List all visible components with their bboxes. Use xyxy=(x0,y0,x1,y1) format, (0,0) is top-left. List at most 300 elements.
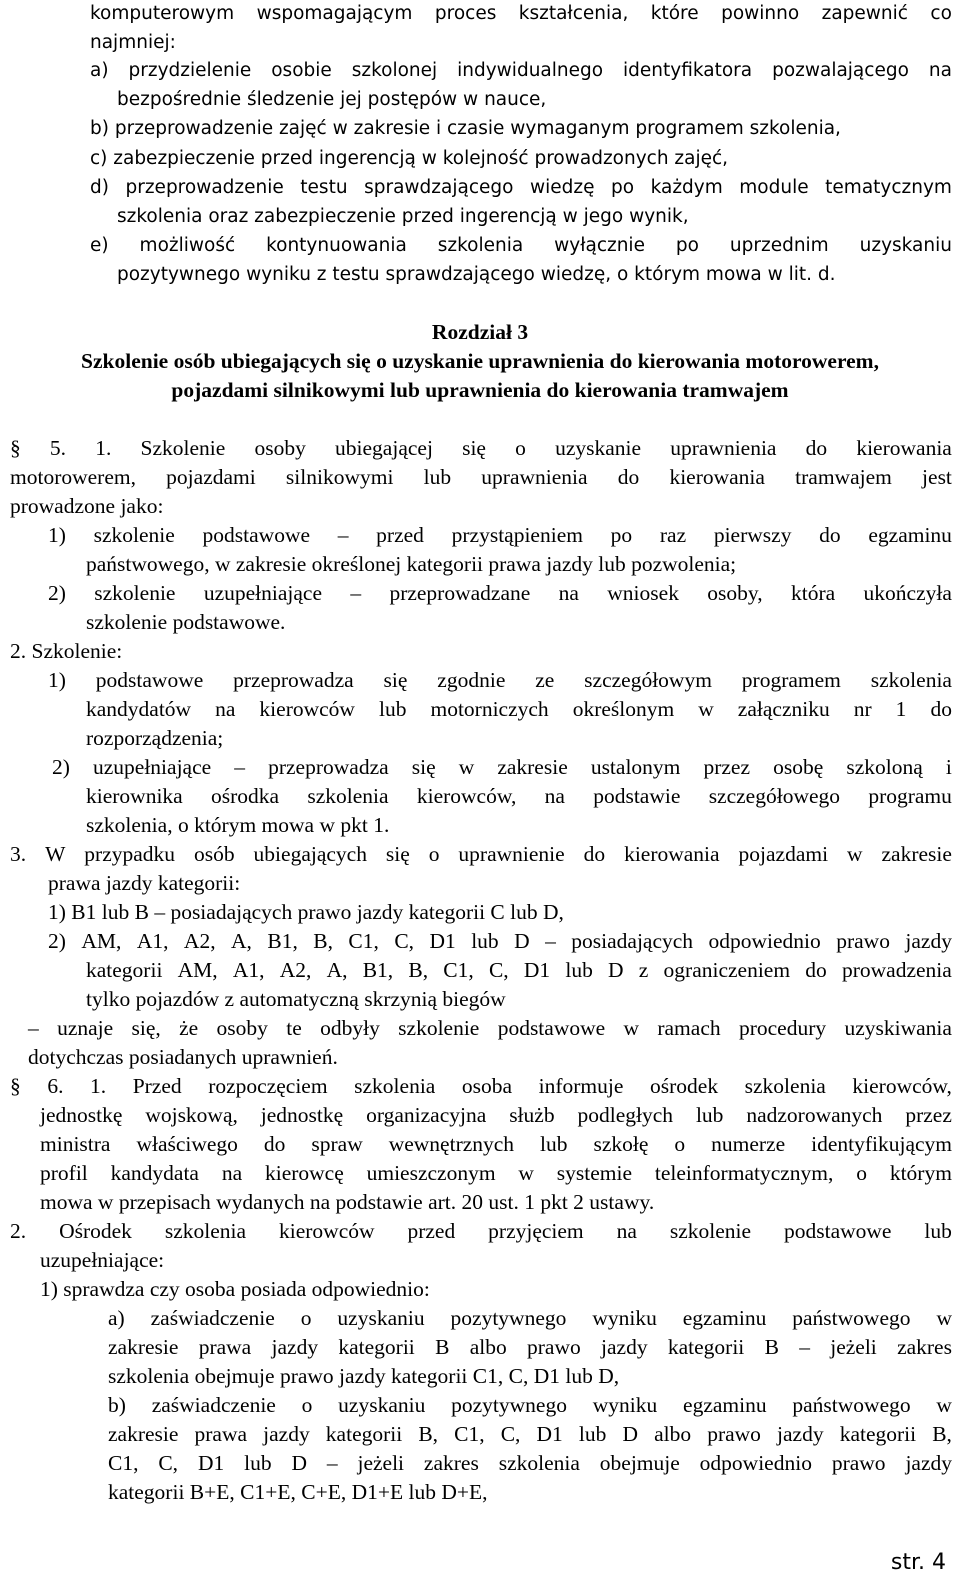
word: osoba xyxy=(461,1074,513,1098)
word: przyjęciem xyxy=(488,1219,584,1243)
word: uprawnienia xyxy=(670,436,777,460)
word: kategorii xyxy=(667,1335,745,1359)
word: uzyskaniu xyxy=(859,235,952,256)
word: 1 xyxy=(895,697,907,721)
word: 6. xyxy=(47,1074,64,1098)
word: 5. xyxy=(49,436,67,460)
word: szkolenia xyxy=(164,1219,247,1243)
word: D xyxy=(291,1451,307,1475)
word: szkolonej xyxy=(351,60,438,81)
word: lub xyxy=(378,697,407,721)
word: kierowców, xyxy=(852,1074,952,1098)
word: podległych xyxy=(577,1103,674,1127)
word: lub xyxy=(578,1422,607,1446)
text-line xyxy=(10,463,952,491)
word: przed xyxy=(376,523,424,547)
word: jazdy xyxy=(263,1422,310,1446)
word: § xyxy=(10,1074,21,1098)
point-2 xyxy=(48,927,952,955)
word: C1, xyxy=(454,1422,485,1446)
text-line: bezpośrednie śledzenie jej postępów w nauce, xyxy=(117,89,547,110)
list-item-d xyxy=(90,174,952,202)
word: nadzorowanych xyxy=(746,1103,883,1127)
paragraph-6 xyxy=(10,1072,952,1100)
word: C, xyxy=(500,1422,521,1446)
word: 1. xyxy=(95,436,112,460)
word: się xyxy=(411,755,436,779)
text-line: prowadzone jako: xyxy=(10,494,164,518)
word: C, xyxy=(394,929,415,953)
word: ośrodka xyxy=(211,784,280,808)
word: D xyxy=(514,929,530,953)
point-2 xyxy=(52,753,952,781)
word: odbyły xyxy=(320,1016,380,1040)
word: o xyxy=(856,1161,867,1185)
point-1 xyxy=(48,666,952,694)
word: Przed xyxy=(132,1074,182,1098)
word: przystąpieniem xyxy=(451,523,583,547)
word: służb xyxy=(509,1103,555,1127)
word: B, xyxy=(418,1422,439,1446)
word: określonym xyxy=(572,697,675,721)
word: o xyxy=(515,436,526,460)
word: ograniczeniem xyxy=(663,958,791,982)
word: – xyxy=(350,581,362,605)
word: osobie xyxy=(271,60,332,81)
word: szczegółowym xyxy=(584,668,712,692)
text-line xyxy=(28,1014,952,1042)
word: w xyxy=(458,755,475,779)
word: AM, xyxy=(81,929,122,953)
word: ukończyła xyxy=(863,581,952,605)
word: na xyxy=(221,1161,243,1185)
chapter-title: Rozdział 3 xyxy=(431,320,529,344)
text-line xyxy=(108,1449,952,1477)
word: C1, xyxy=(348,929,379,953)
text-line: szkolenie podstawowe. xyxy=(86,610,286,634)
word: kategorii xyxy=(839,1422,917,1446)
word: b) xyxy=(108,1393,126,1417)
point-1 xyxy=(48,521,952,549)
word: kierowcę xyxy=(264,1161,344,1185)
word: D1 xyxy=(523,958,551,982)
word: d) xyxy=(90,177,109,198)
word: o xyxy=(300,1306,312,1330)
text-line: szkolenia oraz zabezpieczenie przed ingerencją w jego wynik, xyxy=(117,206,689,227)
text-line: prawa jazdy kategorii: xyxy=(48,871,241,895)
word: – xyxy=(326,1451,338,1475)
word: po xyxy=(611,177,635,198)
word: ministra xyxy=(40,1132,111,1156)
word: A2, xyxy=(183,929,216,953)
word: na xyxy=(544,784,565,808)
word: e) xyxy=(90,235,109,256)
word: jazdy xyxy=(601,1335,648,1359)
word: C, xyxy=(488,958,509,982)
word: jazdy xyxy=(777,1422,824,1446)
word: D1 xyxy=(536,1422,563,1446)
word: szkoloną xyxy=(846,755,923,779)
word: co xyxy=(930,3,952,24)
word: albo xyxy=(469,1335,507,1359)
word: C1, xyxy=(443,958,474,982)
word: 1. xyxy=(90,1074,107,1098)
word: prawa xyxy=(194,1422,248,1446)
text-line xyxy=(40,1101,952,1129)
word: przeprowadza xyxy=(233,668,354,692)
word: szkołę xyxy=(593,1132,649,1156)
word: wojskową, xyxy=(145,1103,238,1127)
word: pojazdami xyxy=(738,842,829,866)
word: o xyxy=(674,1132,686,1156)
word: W xyxy=(45,842,66,866)
word: ośrodek xyxy=(650,1074,719,1098)
word: proces xyxy=(434,3,497,24)
word: się xyxy=(383,668,408,692)
word: do xyxy=(583,842,606,866)
word: numerze xyxy=(711,1132,786,1156)
word: B, xyxy=(932,1422,952,1446)
word: profil xyxy=(40,1161,88,1185)
text-line xyxy=(108,1333,952,1361)
word: organizacyjna xyxy=(366,1103,487,1127)
word: zakres xyxy=(897,1335,952,1359)
word: A1, xyxy=(136,929,169,953)
word: szkolenie xyxy=(398,1016,480,1040)
word: B xyxy=(435,1335,450,1359)
unit-2: 2. Szkolenie: xyxy=(10,639,123,663)
word: do xyxy=(930,697,952,721)
word: A2, xyxy=(279,958,312,982)
text-line: kategorii B+E, C1+E, C+E, D1+E lub D+E, xyxy=(108,1480,488,1504)
point-1: 1) sprawdza czy osoba posiada odpowiednio: xyxy=(40,1277,430,1301)
point-2 xyxy=(48,579,952,607)
word: – xyxy=(337,523,349,547)
text-line: szkolenia, o którym mowa w pkt 1. xyxy=(86,813,390,837)
word: rozpoczęciem xyxy=(208,1074,328,1098)
word: szkolenia xyxy=(307,784,389,808)
word: prowadzenia xyxy=(841,958,952,982)
text-line: tylko pojazdów z automatyczną skrzynią biegów xyxy=(86,987,506,1011)
text-line xyxy=(108,1420,952,1448)
text-line xyxy=(40,1130,952,1158)
word: tramwajem xyxy=(795,465,892,489)
word: spraw xyxy=(311,1132,363,1156)
word: lub xyxy=(423,465,452,489)
word: lub xyxy=(244,1451,272,1475)
word: pozytywnego xyxy=(451,1393,567,1417)
word: C1, xyxy=(108,1451,139,1475)
word: możliwość xyxy=(139,235,236,256)
word: uprzednim xyxy=(729,235,829,256)
word: teleinformatycznym, xyxy=(654,1161,834,1185)
word: przeprowadza xyxy=(268,755,389,779)
word: jednostkę xyxy=(260,1103,344,1127)
word: podstawie xyxy=(593,784,681,808)
text-line xyxy=(86,695,952,723)
word: motorowerem, xyxy=(10,465,136,489)
word: pierwszy xyxy=(713,523,792,547)
word: nr xyxy=(853,697,872,721)
word: po xyxy=(610,523,633,547)
word: w xyxy=(936,1306,952,1330)
word: a) xyxy=(90,60,109,81)
word: się, xyxy=(131,1016,161,1040)
text-line xyxy=(86,782,952,810)
word: A, xyxy=(326,958,348,982)
list-item-c: c) zabezpieczenie przed ingerencją w kolejność prowadzonych zajęć, xyxy=(90,148,729,169)
text-line: szkolenia obejmuje prawo jazdy kategorii C1, C, D1 lub D, xyxy=(108,1364,620,1388)
word: w xyxy=(518,1161,534,1185)
word: uprawnienie xyxy=(458,842,565,866)
word: na xyxy=(616,1219,637,1243)
point-1: 1) B1 lub B – posiadających prawo jazdy kategorii C lub D, xyxy=(48,900,564,924)
text-line: pozytywnego wyniku z testu sprawdzającego wiedzę, o którym mowa w lit. d. xyxy=(117,264,836,285)
word: kierownika xyxy=(86,784,183,808)
word: B1, xyxy=(267,929,298,953)
word: jednostkę xyxy=(40,1103,123,1127)
word: 3. xyxy=(10,842,27,866)
word: szkolenia xyxy=(498,1451,580,1475)
word: szkolenie xyxy=(93,523,175,547)
word: prawo xyxy=(527,1335,581,1359)
list-item-e xyxy=(90,232,952,260)
word: pozytywnego xyxy=(450,1306,567,1330)
text-line: mowa w przepisach wydanych na podstawie art. 20 ust. 1 pkt 2 ustawy. xyxy=(40,1190,655,1214)
word: przez xyxy=(905,1103,952,1127)
word: załączniku xyxy=(737,697,830,721)
word: programem xyxy=(741,668,841,692)
word: ustalonym xyxy=(590,755,681,779)
chapter-subtitle: Szkolenie osób ubiegających się o uzyskanie uprawnienia do kierowania motorowerem, xyxy=(81,349,879,373)
word: jazdy xyxy=(905,1451,952,1475)
word: do xyxy=(805,958,827,982)
word: identyfikującym xyxy=(811,1132,952,1156)
unit-3 xyxy=(10,840,952,868)
word: jest xyxy=(922,465,952,489)
word: ramach xyxy=(657,1016,721,1040)
word: państwowego xyxy=(792,1306,911,1330)
word: w xyxy=(698,697,714,721)
word: lub xyxy=(471,929,499,953)
text-line: państwowego, w zakresie określonej kategorii prawa jazdy lub pozwolenia; xyxy=(86,552,737,576)
word: silnikowymi xyxy=(285,465,394,489)
word: informuje xyxy=(538,1074,624,1098)
word: prawo xyxy=(831,1451,886,1475)
text-line xyxy=(40,1159,952,1187)
word: zakresie xyxy=(108,1335,179,1359)
word: D xyxy=(622,1422,638,1446)
word: te xyxy=(286,1016,302,1040)
word: przed xyxy=(407,1219,456,1243)
word: przypadku xyxy=(84,842,176,866)
word: A, xyxy=(231,929,252,953)
word: powinno xyxy=(721,3,800,24)
word: zaświadczenie xyxy=(151,1393,276,1417)
word: lub xyxy=(540,1132,568,1156)
paragraph-5 xyxy=(10,434,952,462)
word: osoby, xyxy=(707,581,763,605)
letter-a xyxy=(108,1304,952,1332)
word: osoby xyxy=(254,436,306,460)
word: o xyxy=(301,1393,313,1417)
word: wyłącznie xyxy=(554,235,645,256)
word: osoby xyxy=(216,1016,268,1040)
word: szkolenia xyxy=(744,1074,826,1098)
word: B1, xyxy=(362,958,394,982)
word: uzupełniające xyxy=(203,581,322,605)
word: wewnętrznych xyxy=(388,1132,515,1156)
word: kandydatów xyxy=(86,697,192,721)
word: prawo xyxy=(836,929,890,953)
list-item-b: b) przeprowadzenie zajęć w zakresie i czasie wymaganym programem szkolenia, xyxy=(90,118,841,139)
word: osób xyxy=(193,842,235,866)
word: zapewnić xyxy=(821,3,908,24)
word: prawa xyxy=(198,1335,252,1359)
word: zaświadczenie xyxy=(150,1306,275,1330)
word: zgodnie xyxy=(437,668,506,692)
word: szczegółowego xyxy=(708,784,841,808)
word: Ośrodek xyxy=(59,1219,132,1243)
word: kierowców, xyxy=(416,784,517,808)
word: szkolenia xyxy=(870,668,952,692)
word: B, xyxy=(408,958,429,982)
word: kształcenia, xyxy=(518,3,629,24)
word: 2. xyxy=(10,1219,27,1243)
word: 1) xyxy=(48,523,66,547)
word: przez xyxy=(703,755,751,779)
word: egzaminu xyxy=(868,523,952,547)
word: umieszczonym xyxy=(366,1161,496,1185)
word: w xyxy=(847,842,863,866)
word: Szkolenie xyxy=(140,436,226,460)
word: zakres xyxy=(423,1451,479,1475)
word: szkolenia xyxy=(437,235,524,256)
text-line xyxy=(90,0,952,28)
word: odpowiednio xyxy=(699,1451,812,1475)
word: kategorii xyxy=(86,958,163,982)
word: zakresie xyxy=(497,755,568,779)
word: sprawdzającego xyxy=(364,177,514,198)
word: indywidualnego xyxy=(457,60,604,81)
word: wiedzę xyxy=(529,177,595,198)
text-line xyxy=(86,956,952,984)
word: podstawowe xyxy=(497,1016,606,1040)
word: programu xyxy=(868,784,952,808)
word: w xyxy=(623,1016,640,1040)
word: ubiegającej xyxy=(335,436,433,460)
word: po xyxy=(675,235,699,256)
word: wyniku xyxy=(592,1306,657,1330)
word: 2) xyxy=(48,929,66,953)
word: 2) xyxy=(52,755,70,779)
word: identyfikatora xyxy=(623,60,753,81)
word: – xyxy=(545,929,556,953)
word: D xyxy=(608,958,624,982)
word: podstawowe xyxy=(202,523,311,547)
chapter-subtitle: pojazdami silnikowymi lub uprawnienia do kierowania tramwajem xyxy=(171,378,789,402)
word: systemie xyxy=(556,1161,633,1185)
word: jazdy xyxy=(905,929,952,953)
word: uzyskaniu xyxy=(337,1306,425,1330)
text-line: rozporządzenia; xyxy=(86,726,224,750)
word: – xyxy=(799,1335,810,1359)
word: szkolenie xyxy=(669,1219,752,1243)
word: a) xyxy=(108,1306,125,1330)
list-item-a xyxy=(90,57,952,85)
word: podstawowe xyxy=(783,1219,892,1243)
word: uzyskiwania xyxy=(844,1016,952,1040)
word: obejmuje xyxy=(599,1451,680,1475)
word: prawo xyxy=(707,1422,761,1446)
word: motorniczych xyxy=(430,697,549,721)
word: raz xyxy=(659,523,687,547)
word: odpowiednio xyxy=(708,929,821,953)
word: zakresie xyxy=(108,1422,179,1446)
word: D1 xyxy=(197,1451,225,1475)
word: państwowego xyxy=(792,1393,911,1417)
word: każdym xyxy=(650,177,723,198)
word: kontynuowania xyxy=(266,235,407,256)
word: uzyskaniu xyxy=(338,1393,426,1417)
word: do xyxy=(263,1132,286,1156)
word: które xyxy=(650,3,699,24)
word: posiadających xyxy=(571,929,694,953)
word: kierowania xyxy=(624,842,720,866)
word: podstawowe xyxy=(95,668,204,692)
word: albo xyxy=(654,1422,692,1446)
word: uznaje xyxy=(57,1016,114,1040)
word: na xyxy=(928,60,952,81)
word: szkolenia xyxy=(354,1074,436,1098)
word: do xyxy=(617,465,640,489)
word: kierowania xyxy=(669,465,765,489)
word: do xyxy=(805,436,828,460)
word: kierowców xyxy=(279,1219,375,1243)
word: kandydata xyxy=(110,1161,199,1185)
word: A1, xyxy=(232,958,265,982)
word: się xyxy=(462,436,486,460)
word: lub xyxy=(565,958,593,982)
word: przeprowadzane xyxy=(389,581,531,605)
word: kierowców xyxy=(259,697,355,721)
word: egzaminu xyxy=(683,1393,767,1417)
word: o xyxy=(428,842,440,866)
unit-2 xyxy=(10,1217,952,1245)
word: AM, xyxy=(177,958,218,982)
word: uzyskanie xyxy=(555,436,642,460)
page-number: str. 4 xyxy=(890,1550,946,1575)
word: B, xyxy=(313,929,333,953)
word: jeżeli xyxy=(357,1451,405,1475)
word: 2) xyxy=(48,581,66,605)
word: osobę xyxy=(773,755,824,779)
word: D1 xyxy=(429,929,456,953)
word: kierowania xyxy=(856,436,952,460)
word: B xyxy=(764,1335,779,1359)
word: ze xyxy=(535,668,555,692)
word: kategorii xyxy=(338,1335,415,1359)
word: szkolenie xyxy=(94,581,176,605)
text-line: najmniej: xyxy=(90,32,176,53)
word: komputerowym xyxy=(90,3,235,24)
word: i xyxy=(945,755,952,779)
word: 1) xyxy=(48,668,66,692)
word: do xyxy=(819,523,841,547)
word: – xyxy=(28,1016,39,1040)
word: zakresie xyxy=(881,842,952,866)
word: lub xyxy=(695,1103,724,1127)
